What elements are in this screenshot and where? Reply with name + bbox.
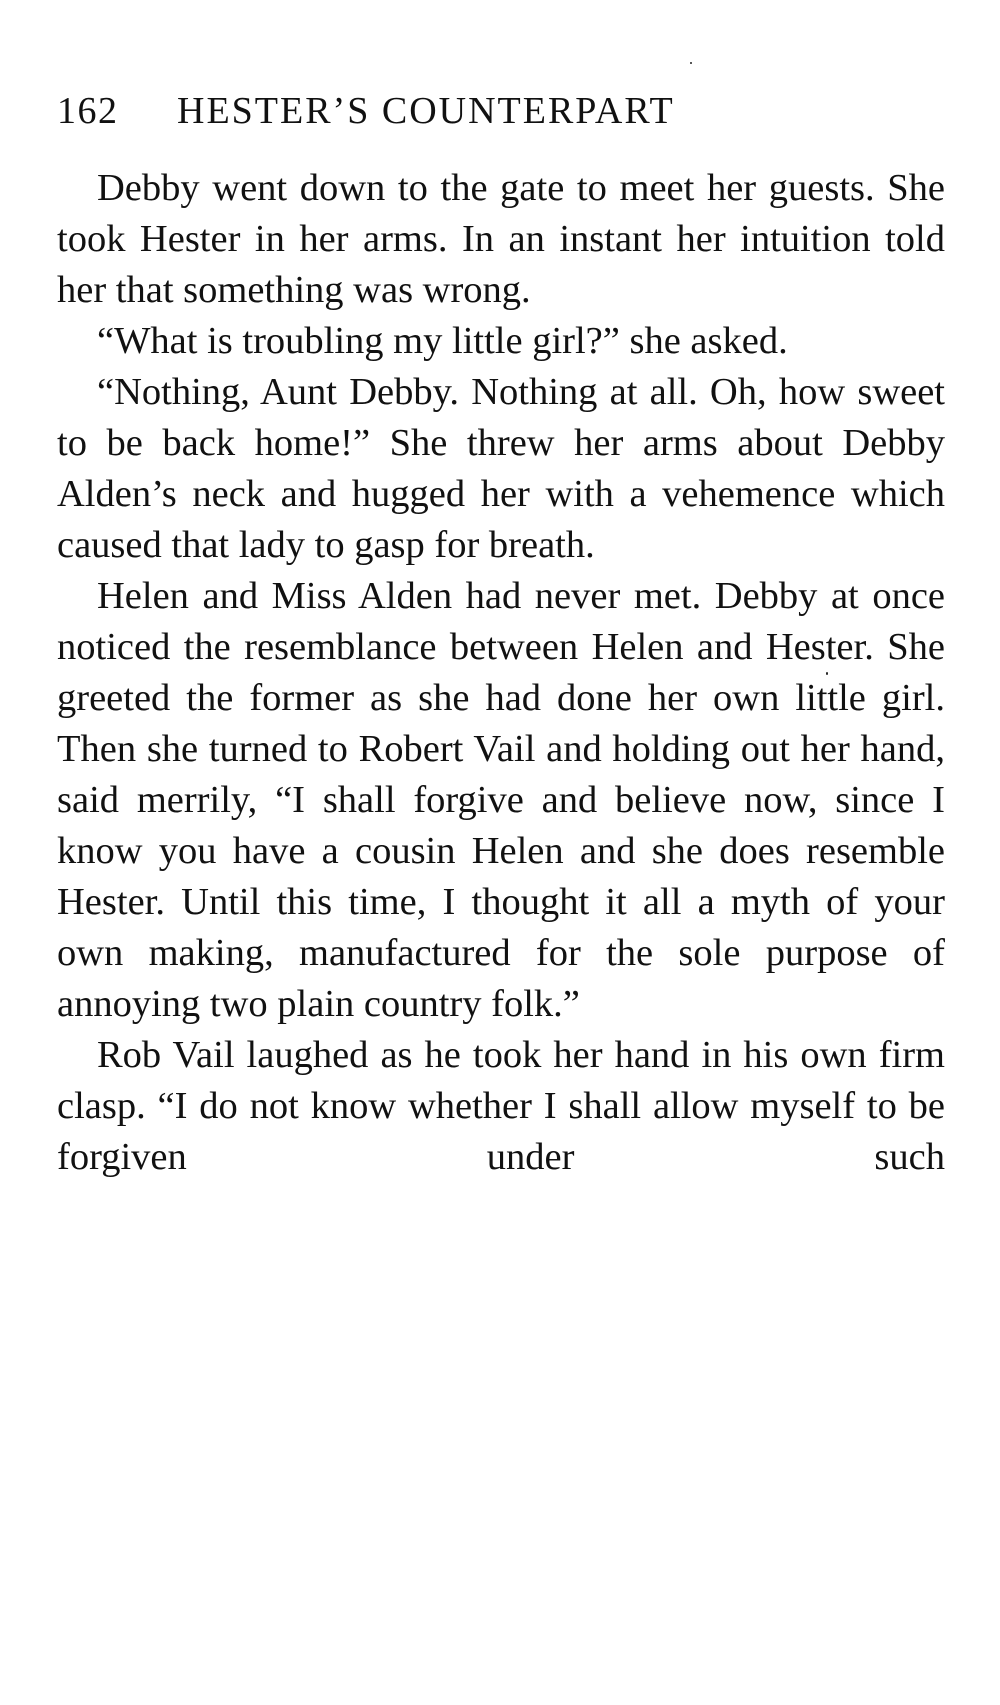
print-speck bbox=[690, 62, 692, 64]
paragraph: “Nothing, Aunt Debby. Nothing at all. Oh, how sweet to be back home!” She threw her arms about Debby Alden’s neck and hugged her with a vehemence which caused that lady to gasp for breath. bbox=[57, 371, 945, 566]
paragraph: “What is troubling my little girl?” she asked. bbox=[97, 320, 788, 362]
book-title: HESTER’S COUNTERPART bbox=[177, 90, 675, 132]
paragraph: Debby went down to the gate to meet her guests. She took Hester in her arms. In an instant her intuition told her that something was wrong. bbox=[57, 167, 945, 311]
print-speck bbox=[826, 672, 828, 675]
running-head bbox=[57, 86, 957, 136]
body-text bbox=[57, 163, 945, 1183]
paragraph: Rob Vail laughed as he took her hand in his own firm clasp. “I do not know whether I shall allow myself to be forgiven under such bbox=[57, 1034, 945, 1178]
page-number: 162 bbox=[57, 90, 119, 132]
paragraph: Helen and Miss Alden had never met. Debby at once noticed the resemblance between Helen and Hester. She greeted the former as she had done her own little girl. Then she turned to Robert Vail and holding out her hand, said merrily, “I shall forgive and believe now, since I know you have a cousin Helen and she does resemble Hester. Until this time, I thought it all a myth of your own making, manufactured for the sole purpose of annoying two plain country folk.” bbox=[57, 575, 945, 1025]
